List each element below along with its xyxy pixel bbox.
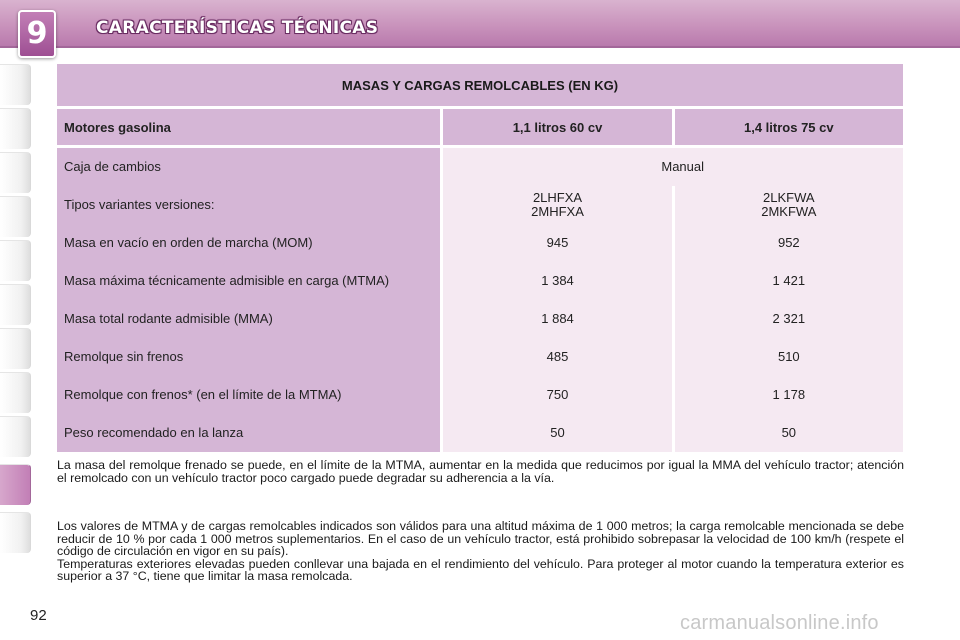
row-label: Peso recomendado en la lanza	[57, 414, 443, 452]
row-label: Caja de cambios	[57, 148, 443, 186]
table-row	[57, 224, 903, 262]
row-label: Remolque con frenos* (en el límite de la MTMA)	[57, 376, 443, 414]
chapter-badge: 9	[18, 10, 56, 58]
chapter-tab-6[interactable]	[0, 284, 31, 325]
row-value-col1: 1 384	[443, 262, 674, 300]
header-engines: Motores gasolina	[57, 109, 443, 148]
table-title: MASAS Y CARGAS REMOLCABLES (EN KG)	[57, 64, 903, 109]
table-title-row	[57, 64, 903, 109]
note-text: Temperaturas exteriores elevadas pueden conllevar una bajada en el rendimiento del vehículo. Para proteger al motor cuando la temperatura exterior es superior a 37 °C, tiene que limitar la masa remolcada.	[57, 556, 904, 583]
table-row	[57, 300, 903, 338]
chapter-tab-strip	[0, 64, 34, 574]
chapter-tab-7[interactable]	[0, 328, 31, 369]
chapter-tab-2[interactable]	[0, 108, 31, 149]
row-value-col1: 2LHFXA 2MHFXA	[443, 186, 674, 224]
row-value-col1: 50	[443, 414, 674, 452]
chapter-tab-3[interactable]	[0, 152, 31, 193]
row-value-col2: 510	[675, 338, 903, 376]
chapter-tab-1[interactable]	[0, 64, 31, 105]
chapter-tab-4[interactable]	[0, 196, 31, 237]
row-label: Remolque sin frenos	[57, 338, 443, 376]
row-value-col1: 485	[443, 338, 674, 376]
gearbox-value: Manual	[443, 148, 903, 186]
chapter-tab-10-active[interactable]	[0, 464, 31, 505]
row-label: Masa total rodante admisible (MMA)	[57, 300, 443, 338]
chapter-tab-11[interactable]	[0, 512, 31, 553]
table-row	[57, 262, 903, 300]
table-row	[57, 414, 903, 452]
row-value-col1: 1 884	[443, 300, 674, 338]
row-value-col1: 750	[443, 376, 674, 414]
page-number: 92	[30, 607, 47, 624]
table-row	[57, 338, 903, 376]
row-value-col2: 1 178	[675, 376, 903, 414]
header-engine-1-1: 1,1 litros 60 cv	[443, 109, 674, 148]
header-divider	[0, 46, 960, 48]
note-altitude-temperature	[57, 520, 904, 583]
row-label: Masa en vacío en orden de marcha (MOM)	[57, 224, 443, 262]
row-value-col2: 2LKFWA 2MKFWA	[675, 186, 903, 224]
row-value-col1: 945	[443, 224, 674, 262]
table-row	[57, 148, 903, 186]
table-row	[57, 186, 903, 224]
towing-masses-table	[57, 64, 903, 452]
chapter-tab-8[interactable]	[0, 372, 31, 413]
site-watermark: carmanualsonline.info	[680, 612, 879, 634]
note-text: La masa del remolque frenado se puede, en el límite de la MTMA, aumentar en la medida que reducimos por igual la MMA del vehículo tractor; atención el remolcado con un vehículo tractor poco cargado puede degradar su adherencia a la vía.	[57, 458, 904, 485]
table-header-row	[57, 109, 903, 148]
row-value-col2: 50	[675, 414, 903, 452]
header-engine-1-4: 1,4 litros 75 cv	[675, 109, 903, 148]
chapter-tab-5[interactable]	[0, 240, 31, 281]
row-value-col2: 2 321	[675, 300, 903, 338]
row-value-col2: 1 421	[675, 262, 903, 300]
chapter-tab-9[interactable]	[0, 416, 31, 457]
row-label: Masa máxima técnicamente admisible en carga (MTMA)	[57, 262, 443, 300]
row-label: Tipos variantes versiones:	[57, 186, 443, 224]
table-row	[57, 376, 903, 414]
page-title: CARACTERÍSTICAS TÉCNICAS	[96, 18, 379, 38]
row-value-col2: 952	[675, 224, 903, 262]
note-text: Los valores de MTMA y de cargas remolcables indicados son válidos para una altitud máxima de 1 000 metros; la carga remolcable mencionada se debe reducir de 10 % por cada 1 000 metros suplementarios. En el caso de un vehículo tractor, está prohibido sobrepasar la velocidad de 100 km/h (respete el código de circulación en vigor en su país).	[57, 519, 904, 558]
note-braked-trailer	[57, 459, 904, 484]
